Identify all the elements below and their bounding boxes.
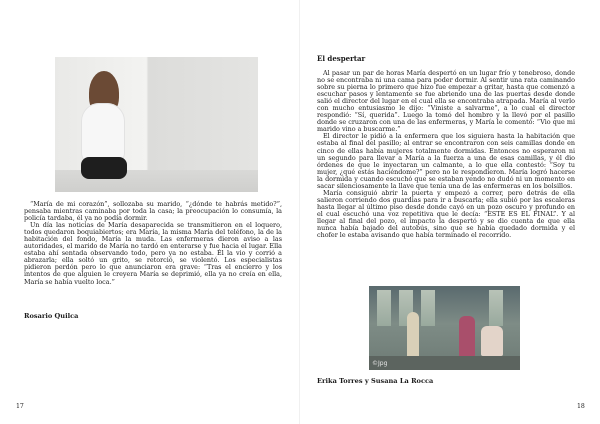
page-number-right: 18 [577, 403, 585, 410]
paragraph: El director le pidió a la enfermera que los siguiera hasta la habitación que estaba al final del pasillo; al entrar se encontraron con seis camillas donde en cinco de ellas había mujeres totalmente dormidas. Entonces no esperaron ni un segundo para llevar a María a la fuerza a una de esas camillas, y él dio órdenes de que le inyectaran un calmante, a lo que ella contestó: “Soy tu mujer, ¿qué estás haciéndome?” pero no le respondieron. María logró hacerse la dormida y cuando escuchó que se estaban yendo no dudó ni un momento en sacar silenciosamente la llave que tenía una de las enfermeras en los bolsillos. [317, 132, 575, 190]
paragraph: María consiguió abrir la puerta y empezó a correr, pero detrás de ella salieron corriendo dos guardias para ir a buscarla; ella subió por las escaleras hasta llegar al último piso desde donde cayó en un pozo oscuro y profundo en el cual escuchó una voz repetitiva que le decía: “ESTE ES EL FINAL”. Y al llegar al final del pozo, el impacto la despertó y se dio cuenta de que ella nunca había bajado del autobús, sino que se había quedado dormida y el chofer le estaba avisando que había terminado el recorrido. [317, 188, 575, 240]
page-number-left: 17 [16, 403, 24, 410]
paragraph: Un día las noticias de María desaparecida se transmitieron en el loquero, todos quedaron boquiabiertos; era María, la misma María del teléfono, la de la habitación del fondo, María la muda. Las enfermeras dieron aviso a las autoridades, el marido de María no tardó en enterarse y fue hacia el lugar. Ella estaba ahí sentada observando todo, pero ya no estaba. Él la vio y corrió a abrazarla; ella soltó un grito, se retorció, se violentó. Los especialistas pidieron perdón pero lo que anunciaron era grave: “Tras el encierro y los intentos de que alguien le creyera María se deprimió, ella ya no creía en ella, María se había vuelto loca.” [24, 221, 282, 286]
right-story-text [317, 70, 575, 239]
right-author: Erika Torres y Susana La Rocca [317, 377, 434, 385]
paragraph: Al pasar un par de horas María despertó en un lugar frío y tenebroso, donde no se encontraba ni una cama para poder dormir. Al sentir una rata caminando sobre su pierna lo primero que hizo fue empezar a gritar, hasta que comenzó a escuchar pasos y lentamente se fue abriendo una de las puertas desde donde salió el director del lugar en el cual ella se encontraba atrapada. María al verlo con mucho entusiasmo le dijo: “Viniste a salvarme”, a lo cual el director respondió: “Sí, querida”. Luego la tomó del hombro y la llevó por el pasillo donde se cruzaron con una de las enfermeras, y María le comentó: “Vio que mi marido vino a buscarme.” [317, 69, 575, 134]
left-author: Rosario Quilca [24, 312, 79, 320]
left-story-text [24, 201, 282, 286]
photo-watermark: ©Jpg [372, 360, 388, 367]
story-heading: El despertar [317, 54, 366, 63]
paragraph: “María de mi corazón”, sollozaba su marido, “¿dónde te habrás metido?”, pensaba mientras caminaba por toda la casa; la preocupación lo consumía, la policía tardaba, él ya no podía dormir. [24, 200, 282, 223]
bus-interior-photo [369, 286, 520, 370]
woman-in-corner-photo [55, 57, 258, 192]
